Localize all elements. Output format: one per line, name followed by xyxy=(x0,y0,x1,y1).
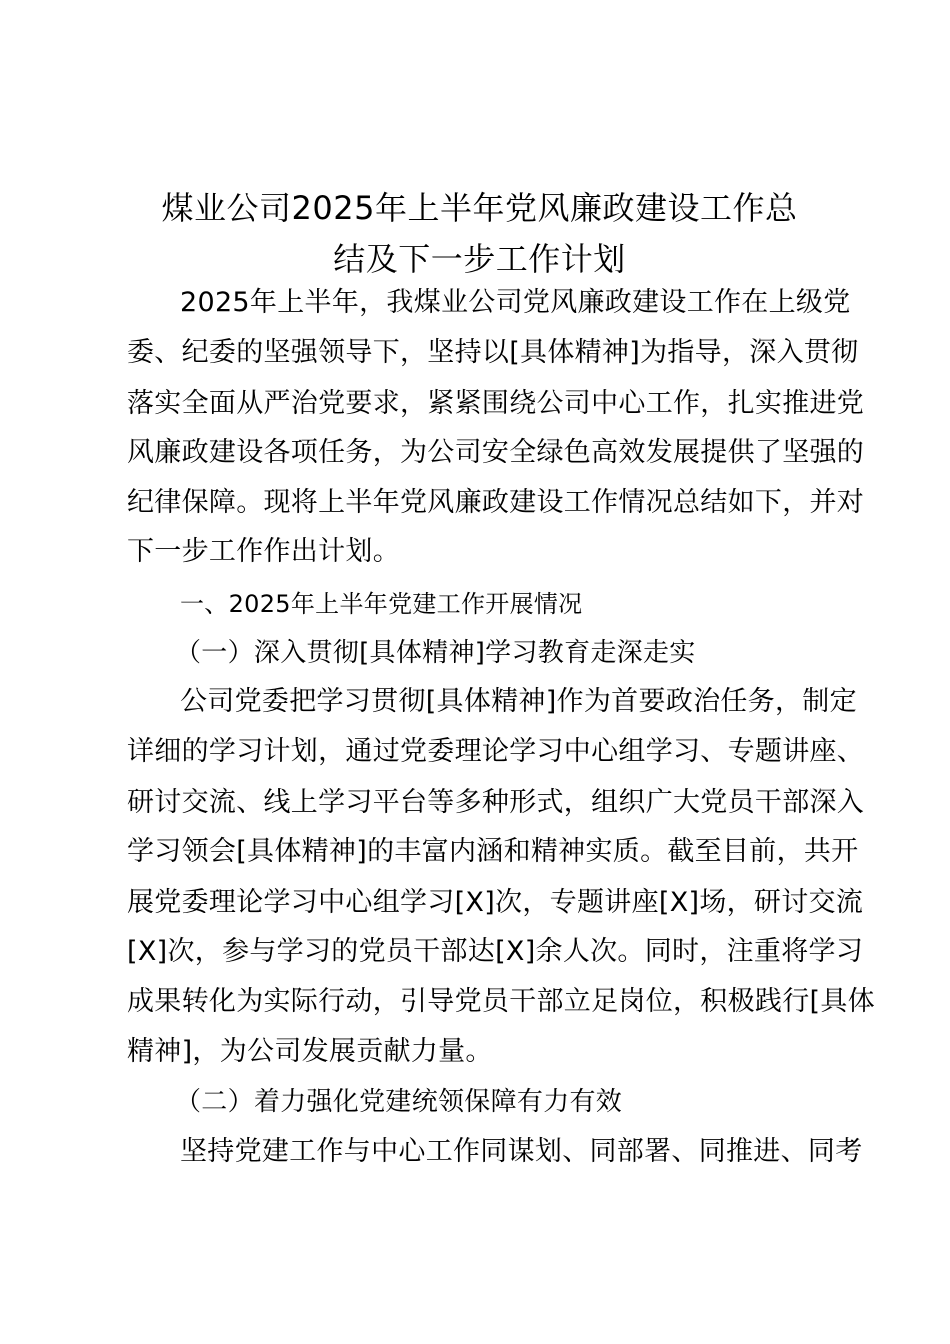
intro-line-2: 委、纪委的坚强领导下，坚持以[具体精神]为指导，深入贯彻 xyxy=(127,337,859,368)
document-title-line-2: 结及下一步工作计划 xyxy=(333,240,626,278)
subsection-1-line-2: 详细的学习计划，通过党委理论学习中心组学习、专题讲座、 xyxy=(127,736,865,767)
intro-line-4: 风廉政建设各项任务，为公司安全绿色高效发展提供了坚强的 xyxy=(127,437,865,468)
subsection-1-line-5: 展党委理论学习中心组学习[X]次，专题讲座[X]场，研讨交流 xyxy=(127,887,864,918)
intro-line-6: 下一步工作作出计划。 xyxy=(127,536,400,567)
intro-line-5: 纪律保障。现将上半年党风廉政建设工作情况总结如下，并对 xyxy=(127,487,865,518)
subsection-2-line-1: 坚持党建工作与中心工作同谋划、同部署、同推进、同考 xyxy=(180,1136,863,1167)
subsection-1-heading: （一）深入贯彻[具体精神]学习教育走深走实 xyxy=(175,638,696,668)
intro-line-1: 2025年上半年，我煤业公司党风廉政建设工作在上级党 xyxy=(180,287,851,318)
subsection-1-line-3: 研讨交流、线上学习平台等多种形式，组织广大党员干部深入 xyxy=(127,787,865,818)
subsection-1-line-1: 公司党委把学习贯彻[具体精神]作为首要政治任务，制定 xyxy=(180,686,857,717)
intro-line-3: 落实全面从严治党要求，紧紧围绕公司中心工作，扎实推进党 xyxy=(127,388,865,419)
section-1-heading: 一、2025年上半年党建工作开展情况 xyxy=(180,590,583,618)
subsection-2-heading: （二）着力强化党建统领保障有力有效 xyxy=(175,1087,623,1117)
subsection-1-line-7: 成果转化为实际行动，引导党员干部立足岗位，积极践行[具体 xyxy=(127,986,875,1017)
subsection-1-line-6: [X]次，参与学习的党员干部达[X]余人次。同时，注重将学习 xyxy=(127,936,864,967)
document-title-line-1: 煤业公司2025年上半年党风廉政建设工作总 xyxy=(161,189,798,227)
subsection-1-line-8: 精神]，为公司发展贡献力量。 xyxy=(127,1036,493,1067)
subsection-1-line-4: 学习领会[具体精神]的丰富内涵和精神实质。截至目前，共开 xyxy=(127,836,859,867)
